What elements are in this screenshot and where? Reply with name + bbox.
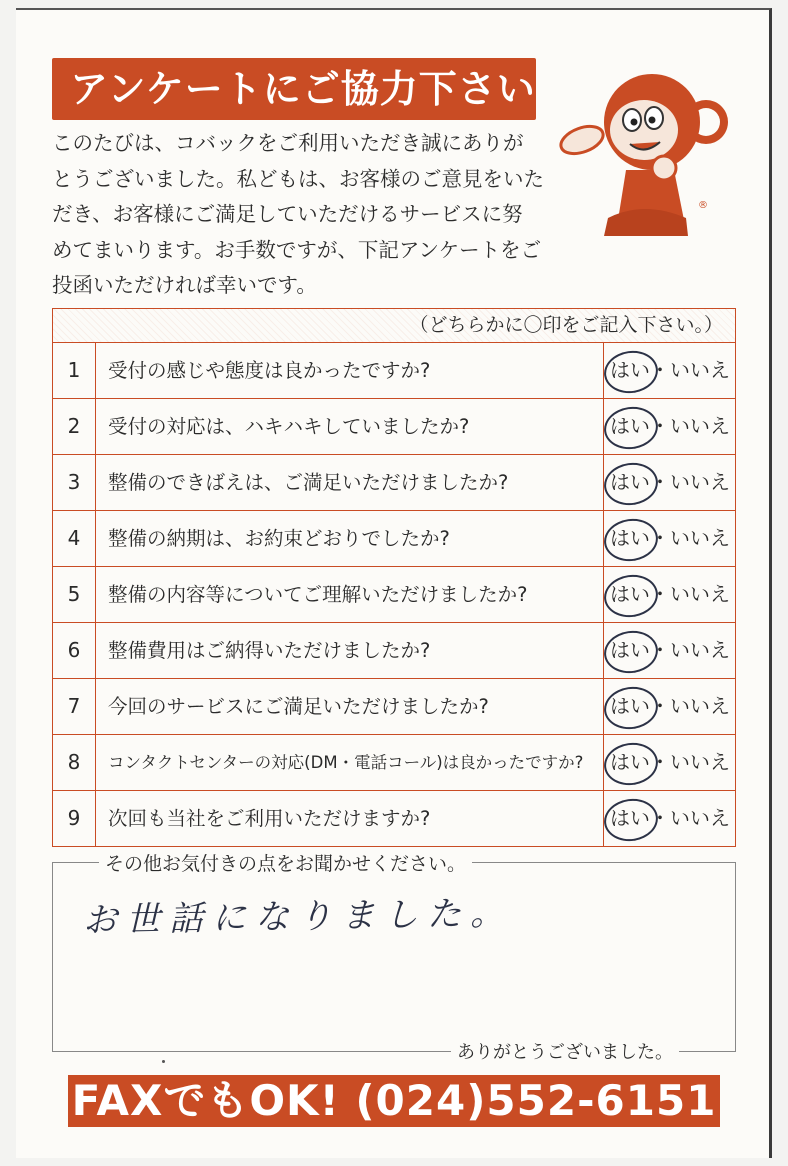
answer-no[interactable]: いいえ xyxy=(670,414,730,438)
question-number: 3 xyxy=(53,455,96,510)
survey-table xyxy=(52,308,736,847)
answer-separator: ・ xyxy=(650,582,670,606)
answer-yes[interactable]: はい xyxy=(610,694,650,718)
answer-yes[interactable]: はい xyxy=(610,414,650,438)
answer-yes[interactable]: はい xyxy=(610,582,650,606)
question-number: 8 xyxy=(53,735,96,790)
answer-yes[interactable]: はい xyxy=(610,358,650,382)
question-text: 整備費用はご納得いただけましたか? xyxy=(108,639,431,662)
answer-yes[interactable]: はい xyxy=(610,470,650,494)
question-text: 受付の対応は、ハキハキしていましたか? xyxy=(108,415,470,438)
survey-row xyxy=(53,791,735,846)
hand-drawn-circle-mark xyxy=(601,403,660,452)
comments-box[interactable] xyxy=(52,853,736,1063)
survey-row xyxy=(53,399,735,455)
hand-drawn-circle-mark xyxy=(601,683,660,732)
intro-line: このたびは、コバックをご利用いただき誠にありが xyxy=(52,131,524,155)
question-text: 受付の感じや態度は良かったですか? xyxy=(108,359,431,382)
answer-choice[interactable] xyxy=(603,567,735,622)
question-number: 4 xyxy=(53,511,96,566)
answer-choice[interactable] xyxy=(603,679,735,734)
survey-rows xyxy=(53,343,735,846)
answer-no[interactable]: いいえ xyxy=(670,750,730,774)
question-number: 5 xyxy=(53,567,96,622)
answer-yes[interactable]: はい xyxy=(610,806,650,830)
registered-mark: ® xyxy=(698,200,708,211)
answer-separator: ・ xyxy=(650,470,670,494)
speck xyxy=(162,1060,165,1063)
question-text: 次回も当社をご利用いただけますか? xyxy=(108,807,431,830)
answer-no[interactable]: いいえ xyxy=(670,694,730,718)
intro-line: 投函いただければ幸いです。 xyxy=(52,273,317,297)
answer-separator: ・ xyxy=(650,750,670,774)
hand-drawn-circle-mark xyxy=(601,347,660,396)
answer-no[interactable]: いいえ xyxy=(670,526,730,550)
question-number: 2 xyxy=(53,399,96,454)
answer-separator: ・ xyxy=(650,526,670,550)
intro-line: とうございました。私どもは、お客様のご意見をいた xyxy=(52,166,544,191)
answer-choice[interactable] xyxy=(603,791,735,846)
survey-instruction: （どちらかに〇印をご記入下さい。） xyxy=(53,309,735,343)
survey-row xyxy=(53,735,735,791)
survey-row xyxy=(53,455,735,511)
page-title: アンケートにご協力下さい xyxy=(52,58,536,120)
answer-no[interactable]: いいえ xyxy=(670,582,730,606)
question-number: 6 xyxy=(53,623,96,678)
answer-choice[interactable] xyxy=(603,735,735,790)
question-text: 整備のできばえは、ご満足いただけましたか? xyxy=(108,471,509,494)
comments-title: その他お気付きの点をお聞かせください。 xyxy=(99,849,472,876)
fax-banner: FAXでもOK! (024)552-6151 xyxy=(68,1075,720,1127)
intro-line: だき、お客様にご満足していただけるサービスに努 xyxy=(52,202,523,226)
survey-row xyxy=(53,623,735,679)
handwritten-comment: お世話になりました。 xyxy=(82,893,514,941)
question-number: 9 xyxy=(53,791,96,846)
hand-drawn-circle-mark xyxy=(601,571,660,620)
answer-yes[interactable]: はい xyxy=(610,526,650,550)
answer-separator: ・ xyxy=(650,694,670,718)
answer-no[interactable]: いいえ xyxy=(670,470,730,494)
intro-line: めてまいります。お手数ですが、下記アンケートをご xyxy=(52,237,542,262)
question-text: コンタクトセンターの対応(DM・電話コール)は良かったですか? xyxy=(108,753,584,772)
answer-choice[interactable] xyxy=(603,511,735,566)
answer-choice[interactable] xyxy=(603,623,735,678)
hand-drawn-circle-mark xyxy=(601,627,660,676)
survey-row xyxy=(53,679,735,735)
answer-choice[interactable] xyxy=(603,343,735,398)
answer-separator: ・ xyxy=(650,638,670,662)
question-number: 7 xyxy=(53,679,96,734)
hand-drawn-circle-mark xyxy=(601,459,660,508)
answer-separator: ・ xyxy=(650,806,670,830)
answer-choice[interactable] xyxy=(603,455,735,510)
mascot-character-icon xyxy=(548,70,734,246)
question-text: 整備の納期は、お約束どおりでしたか? xyxy=(108,527,450,550)
answer-yes[interactable]: はい xyxy=(610,638,650,662)
answer-no[interactable]: いいえ xyxy=(670,358,730,382)
survey-row xyxy=(53,511,735,567)
survey-row xyxy=(53,567,735,623)
answer-yes[interactable]: はい xyxy=(610,750,650,774)
intro-text xyxy=(52,126,552,304)
answer-choice[interactable] xyxy=(603,399,735,454)
hand-drawn-circle-mark xyxy=(601,515,660,564)
question-text: 今回のサービスにご満足いただけましたか? xyxy=(108,695,489,718)
question-number: 1 xyxy=(53,343,96,398)
answer-no[interactable]: いいえ xyxy=(670,806,730,830)
survey-row xyxy=(53,343,735,399)
answer-separator: ・ xyxy=(650,358,670,382)
hand-drawn-circle-mark xyxy=(601,739,660,788)
answer-separator: ・ xyxy=(650,414,670,438)
hand-drawn-circle-mark xyxy=(601,795,660,844)
question-text: 整備の内容等についてご理解いただけましたか? xyxy=(108,583,528,606)
answer-no[interactable]: いいえ xyxy=(670,638,730,662)
thanks-text: ありがとうございました。 xyxy=(451,1038,679,1064)
